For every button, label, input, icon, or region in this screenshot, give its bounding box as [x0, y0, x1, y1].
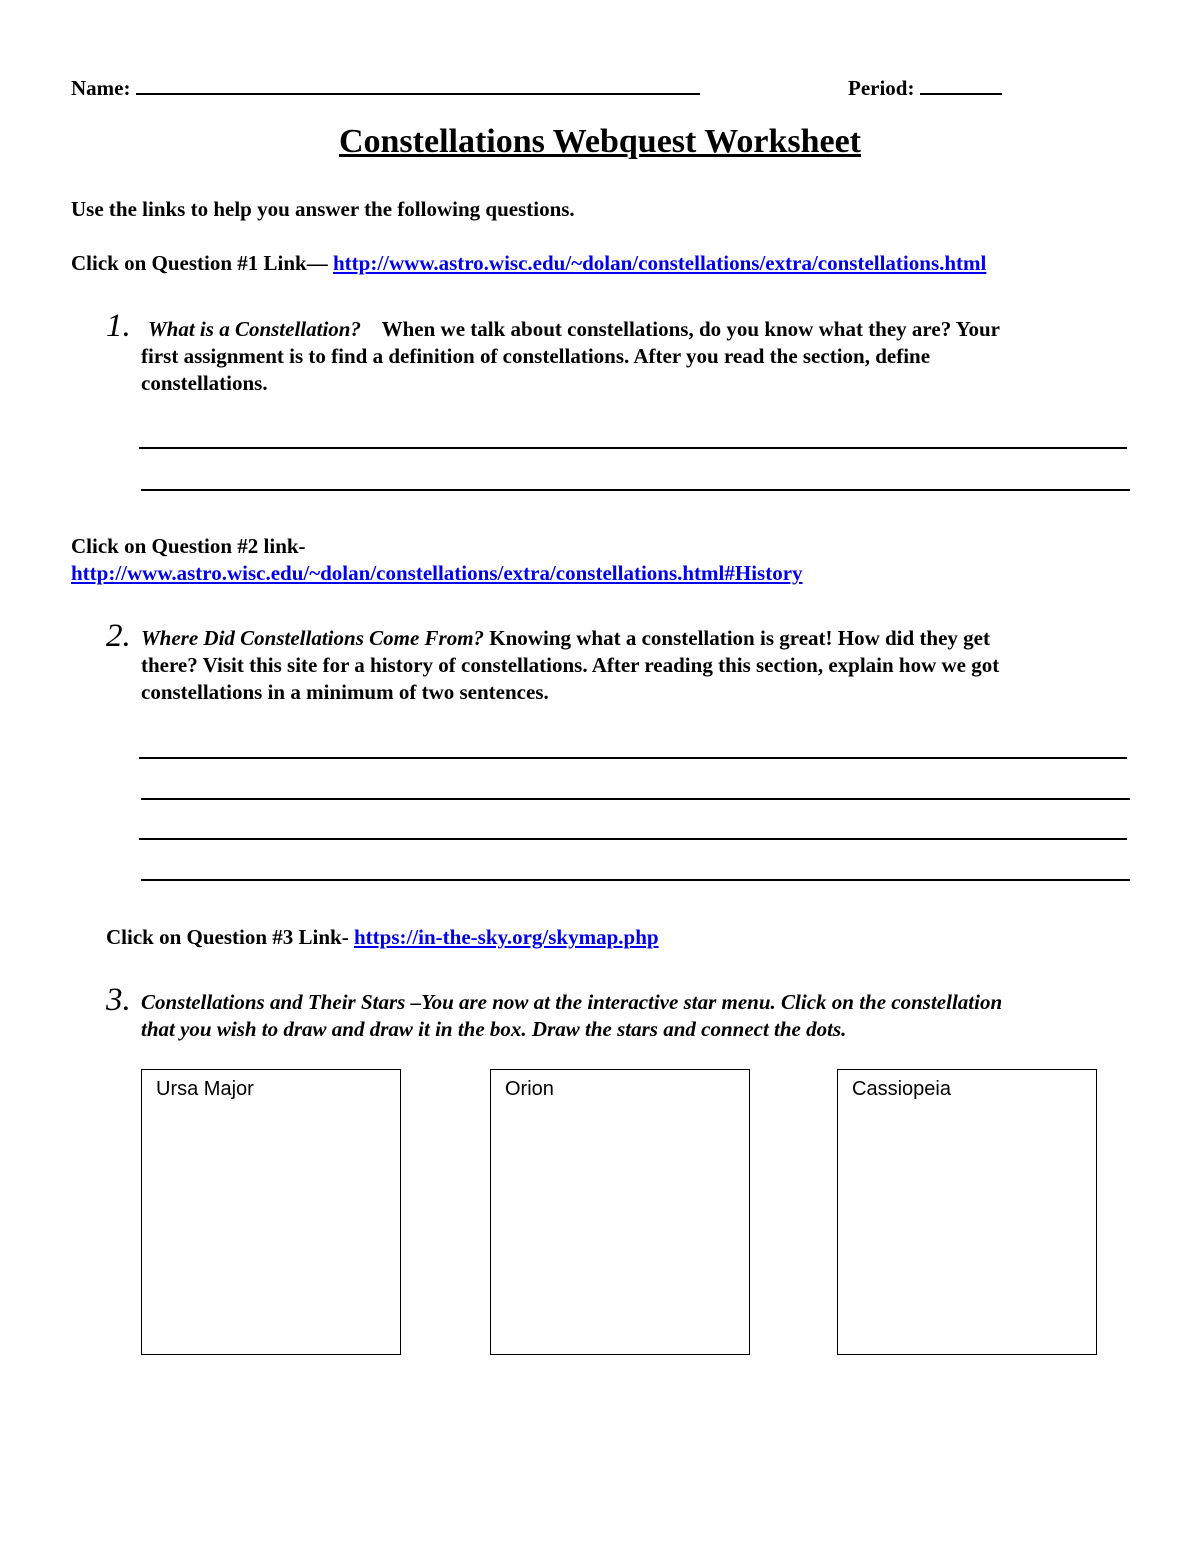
drawing-box-cassiopeia[interactable] [837, 1069, 1097, 1355]
q1-link[interactable]: http://www.astro.wisc.edu/~dolan/constellations/extra/constellations.html [332, 251, 987, 275]
q2-link-prefix: Click on Question #2 link- [71, 534, 306, 558]
q1-link-line [71, 250, 986, 277]
q2-answer-line[interactable] [141, 879, 1130, 881]
q2-answer-line[interactable] [141, 798, 1130, 800]
box-label: Ursa Major [156, 1078, 254, 1100]
period-label: Period: [848, 76, 915, 100]
q3-link[interactable]: https://in-the-sky.org/skymap.php [353, 925, 659, 949]
q1-number: 1. [106, 308, 131, 344]
q1-answer-line[interactable] [141, 489, 1130, 491]
q3-text-line1: Constellations and Their Stars –You are now at the interactive star menu. Click on the constellation [141, 990, 1003, 1014]
box-label: Orion [505, 1078, 554, 1100]
name-label: Name: [71, 76, 131, 100]
q3-number: 3. [106, 982, 131, 1018]
q2-text-line2: there? Visit this site for a history of constellations. After reading this section, explain how we got [141, 653, 1000, 677]
page-title: Constellations Webquest Worksheet [338, 123, 862, 160]
q2-title: Where Did Constellations Come From? [141, 626, 485, 650]
intro-text: Use the links to help you answer the following questions. [71, 197, 575, 221]
q2-line1 [141, 625, 990, 652]
q2-link[interactable]: http://www.astro.wisc.edu/~dolan/constellations/extra/constellations.html#History [71, 561, 803, 585]
name-blank[interactable] [136, 71, 700, 95]
period-field[interactable] [848, 71, 1002, 102]
q1-answer-line[interactable] [139, 447, 1127, 449]
q2-number: 2. [106, 618, 131, 654]
q2-link-line [71, 560, 803, 587]
q1-line1 [148, 316, 1000, 343]
period-blank[interactable] [920, 71, 1002, 95]
q1-text-line2: first assignment is to find a definition of constellations. After you read the section, define [141, 344, 931, 368]
q2-text-line1: Knowing what a constellation is great! How did they get [489, 626, 990, 650]
q1-title: What is a Constellation? [148, 317, 361, 341]
drawing-box-ursa-major[interactable] [141, 1069, 401, 1355]
drawing-box-orion[interactable] [490, 1069, 750, 1355]
q1-text-line3: constellations. [141, 371, 268, 395]
name-field[interactable] [71, 71, 700, 102]
box-label: Cassiopeia [852, 1078, 951, 1100]
q2-answer-line[interactable] [139, 838, 1127, 840]
q1-text-line1: When we talk about constellations, do you know what they are? Your [381, 317, 1001, 341]
q2-text-line3: constellations in a minimum of two sentences. [141, 680, 549, 704]
q3-link-prefix: Click on Question #3 Link- [106, 925, 349, 949]
q3-link-line [106, 924, 659, 951]
q1-link-prefix: Click on Question #1 Link— [71, 251, 328, 275]
q2-answer-line[interactable] [139, 757, 1127, 759]
q3-text-line2: that you wish to draw and draw it in the box. Draw the stars and connect the dots. [141, 1017, 847, 1041]
